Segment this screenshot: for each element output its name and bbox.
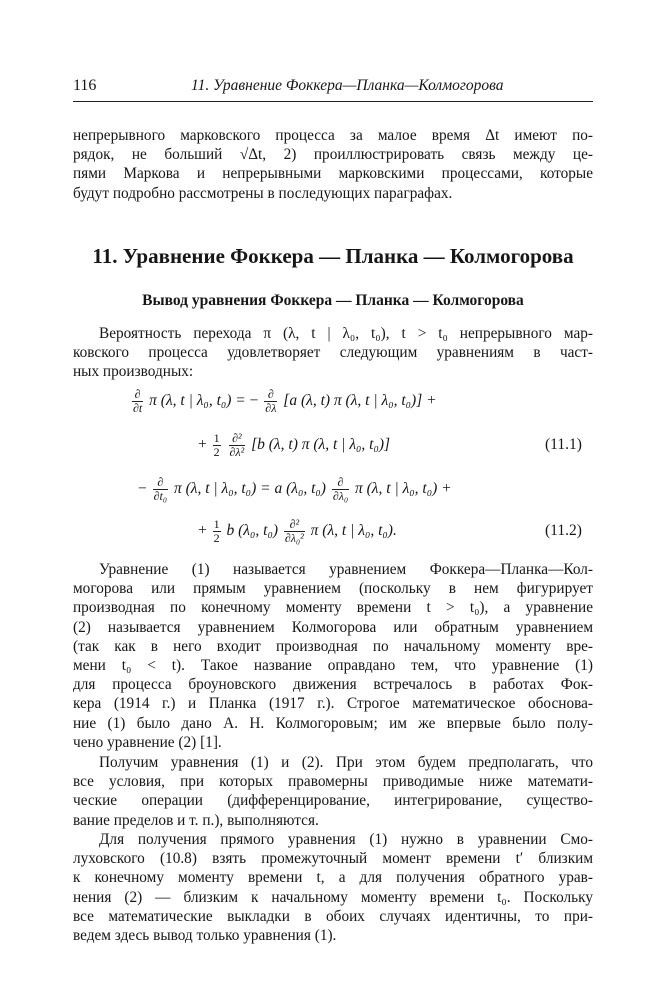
text-line: Получим уравнения (1) и (2). При этом будем предполагать, что	[99, 754, 593, 771]
eq-rhs: [b (λ, t) π (λ, t | λ₀, t₀)]	[251, 436, 391, 454]
equation-11-1-line-1	[130, 388, 437, 415]
text-line: вание пределов и т. п.), выполняются.	[73, 811, 319, 829]
text-line: к конечному моменту времени t, а для получения обратного урав-	[73, 869, 593, 887]
text-line: ведем здесь вывод только уравнения (1).	[73, 927, 337, 945]
text-line: ние (1) было дано А. Н. Колмогоровым; им же впервые было полу-	[73, 714, 593, 732]
text-line: (так как в него входит производная по начальному моменту вре-	[73, 637, 593, 655]
partial-lambda0-fraction: $\frac{\partial}{\text{∂λ₀}}$	[332, 475, 349, 503]
eq-rhs: π (λ, t | λ₀, t₀).	[310, 522, 397, 540]
text-line: все математические выкладки в обоих случаях идентичны, то при-	[73, 907, 593, 925]
section-title: 11. Уравнение Фоккера — Планка — Колмогорова	[92, 244, 574, 268]
text-line: непрерывного марковского процесса за малое время Δt имеют по-	[73, 127, 593, 144]
equation-number: (11.1)	[545, 436, 582, 453]
half-fraction: $\frac{1}{2}$	[213, 517, 220, 545]
eq-rhs: [a (λ, t) π (λ, t | λ₀, t₀)] +	[283, 392, 437, 410]
section-subtitle: Вывод уравнения Фоккера — Планка — Колмогорова	[142, 292, 524, 309]
text-line: ных производных:	[73, 363, 194, 381]
equation-11-2-line-1	[138, 476, 452, 503]
eq-lhs: π (λ, t | λ₀, t₀) = a (λ₀, t₀)	[173, 480, 326, 498]
paragraph-equation-names	[73, 560, 593, 752]
equation-11-1-line-2	[198, 432, 390, 459]
half-fraction: $\frac{1}{2}$	[213, 431, 220, 459]
text-line: Уравнение (1) называется уравнением Фоккера—Планка—Кол-	[99, 561, 593, 578]
page-header	[73, 77, 593, 99]
eq-plus: +	[198, 522, 207, 540]
text-line: кера (1914 г.) и Планка (1917 г.). Строгое математическое обоснова-	[73, 695, 593, 713]
text-line: мени t₀ < t). Такое название оправдано тем, что уравнение (1)	[73, 657, 593, 675]
text-line: пями Маркова и непрерывными марковскими процессами, которые	[73, 165, 593, 183]
text-line: могорова или прямым уравнением (поскольку в нем фигурирует	[73, 580, 593, 598]
text-line: для процесса броуновского движения встречалось в работах Фок-	[73, 676, 593, 694]
text-line: рядок, не больший √Δt, 2) проиллюстрировать связь между це-	[73, 146, 593, 164]
partial-t-fraction: $\frac{\partial}{\partial t}$	[133, 387, 143, 415]
second-partial-fraction: $\frac{\text{∂²}}{\text{∂λ₀²}}$	[284, 517, 304, 545]
text-line: ковского процесса удовлетворяет следующим уравнениям в част-	[73, 344, 593, 362]
page-number: 116	[73, 77, 97, 94]
eq-mid: b (λ₀, t₀)	[226, 522, 278, 540]
paragraph-transition-probability	[73, 324, 593, 382]
eq-plus: +	[198, 436, 207, 454]
text-line: Для получения прямого уравнения (1) нужно в уравнении Смо-	[99, 831, 593, 848]
intro-paragraph	[73, 126, 593, 203]
second-partial-fraction: $\frac{\text{∂²}}{\text{∂λ²}}$	[229, 431, 245, 459]
partial-lambda-fraction: $\frac{\partial}{\partial\lambda}$	[265, 387, 277, 415]
paragraph-derivation	[73, 830, 593, 945]
text-line: чено уравнение (2) [1].	[73, 733, 222, 751]
partial-t0-fraction: $\frac{\partial}{\text{∂t₀}}$	[153, 475, 168, 503]
text-line: нения (2) — близким к начальному моменту времени t₀. Поскольку	[73, 888, 593, 906]
eq-lhs: π (λ, t | λ₀, t₀) =	[149, 392, 246, 410]
eq-minus: −	[249, 392, 259, 410]
equation-number: (11.2)	[545, 522, 582, 539]
text-line: все условия, при которых правомерны приводимые ниже математи-	[73, 773, 593, 791]
text-line: будут подробно рассмотрены в последующих параграфах.	[73, 184, 453, 202]
header-rule	[73, 101, 593, 102]
running-title: 11. Уравнение Фоккера—Планка—Колмогорова	[191, 77, 504, 94]
text-line: (2) называется уравнением Колмогорова или обратным уравнением	[73, 618, 593, 636]
text-line: луховского (10.8) взять промежуточный момент времени t′ близким	[73, 850, 593, 868]
equation-11-2-line-2	[198, 518, 397, 545]
eq-minus: −	[138, 480, 147, 498]
text-line: Вероятность перехода π (λ, t | λ₀, t₀), t > t₀ непрерывного мар-	[99, 325, 593, 342]
text-line: ческие операции (дифференцирование, интегрирование, существо-	[73, 792, 593, 810]
paragraph-assumptions	[73, 753, 593, 830]
text-line: производная по конечному моменту времени t > t₀), а уравнение	[73, 599, 593, 617]
eq-rhs: π (λ, t | λ₀, t₀) +	[355, 480, 452, 498]
